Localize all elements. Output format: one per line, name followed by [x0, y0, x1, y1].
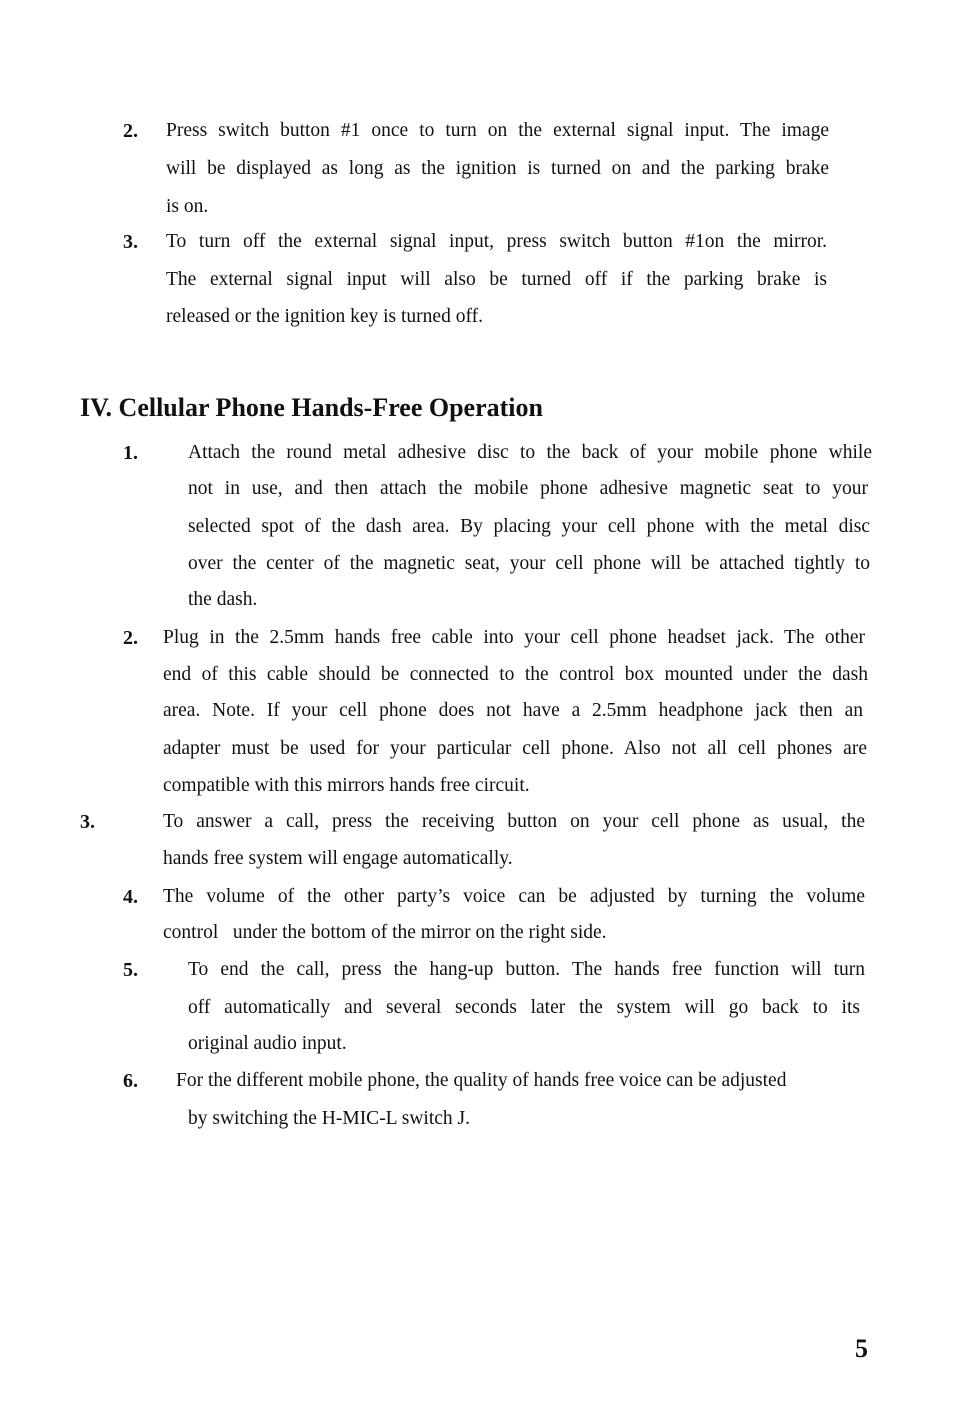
list-text-line: To turn off the external signal input, press switch button #1on the mirror.: [166, 231, 827, 252]
section-heading: IV. Cellular Phone Hands-Free Operation: [80, 393, 543, 422]
list-text-line: selected spot of the dash area. By placing your cell phone with the metal disc: [188, 516, 870, 537]
list-text-line: is on.: [166, 196, 209, 217]
list-text-line: To answer a call, press the receiving button on your cell phone as usual, the: [163, 811, 865, 832]
list-number: 5.: [123, 959, 138, 981]
list-number: 3.: [123, 231, 138, 253]
list-text-line: adapter must be used for your particular cell phone. Also not all cell phones are: [163, 738, 867, 759]
list-text-line: Plug in the 2.5mm hands free cable into your cell phone headset jack. The other: [163, 627, 865, 648]
list-number: 4.: [123, 886, 138, 908]
page-number: 5: [855, 1334, 868, 1363]
list-number: 6.: [123, 1070, 138, 1092]
list-text-line: off automatically and several seconds later the system will go back to its: [188, 997, 860, 1018]
list-text-line: will be displayed as long as the ignition is turned on and the parking brake: [166, 158, 829, 179]
list-text-line: The volume of the other party’s voice can be adjusted by turning the volume: [163, 886, 865, 907]
list-text-line: by switching the H-MIC-L switch J.: [188, 1108, 470, 1129]
list-number: 2.: [123, 627, 138, 649]
list-text-line: hands free system will engage automatically.: [163, 848, 513, 869]
list-text-line: Attach the round metal adhesive disc to the back of your mobile phone while: [188, 442, 872, 463]
list-text-line: original audio input.: [188, 1033, 347, 1054]
list-text-line: control under the bottom of the mirror on the right side.: [163, 922, 607, 943]
list-text-line: released or the ignition key is turned off.: [166, 306, 483, 327]
list-text-line: over the center of the magnetic seat, your cell phone will be attached tightly to: [188, 553, 870, 574]
list-text-line: To end the call, press the hang-up button. The hands free function will turn: [188, 959, 865, 980]
list-number: 2.: [123, 120, 138, 142]
list-text-line: Press switch button #1 once to turn on the external signal input. The image: [166, 120, 829, 141]
list-text-line: compatible with this mirrors hands free circuit.: [163, 775, 530, 796]
list-text-line: the dash.: [188, 589, 258, 610]
list-text-line: not in use, and then attach the mobile phone adhesive magnetic seat to your: [188, 478, 868, 499]
list-text-line: end of this cable should be connected to the control box mounted under the dash: [163, 664, 868, 685]
list-number: 3.: [80, 811, 95, 833]
list-number: 1.: [123, 442, 138, 464]
list-text-line: area. Note. If your cell phone does not have a 2.5mm headphone jack then an: [163, 700, 863, 721]
list-text-line: For the different mobile phone, the quality of hands free voice can be adjusted: [176, 1070, 787, 1091]
list-text-line: The external signal input will also be turned off if the parking brake is: [166, 269, 827, 290]
